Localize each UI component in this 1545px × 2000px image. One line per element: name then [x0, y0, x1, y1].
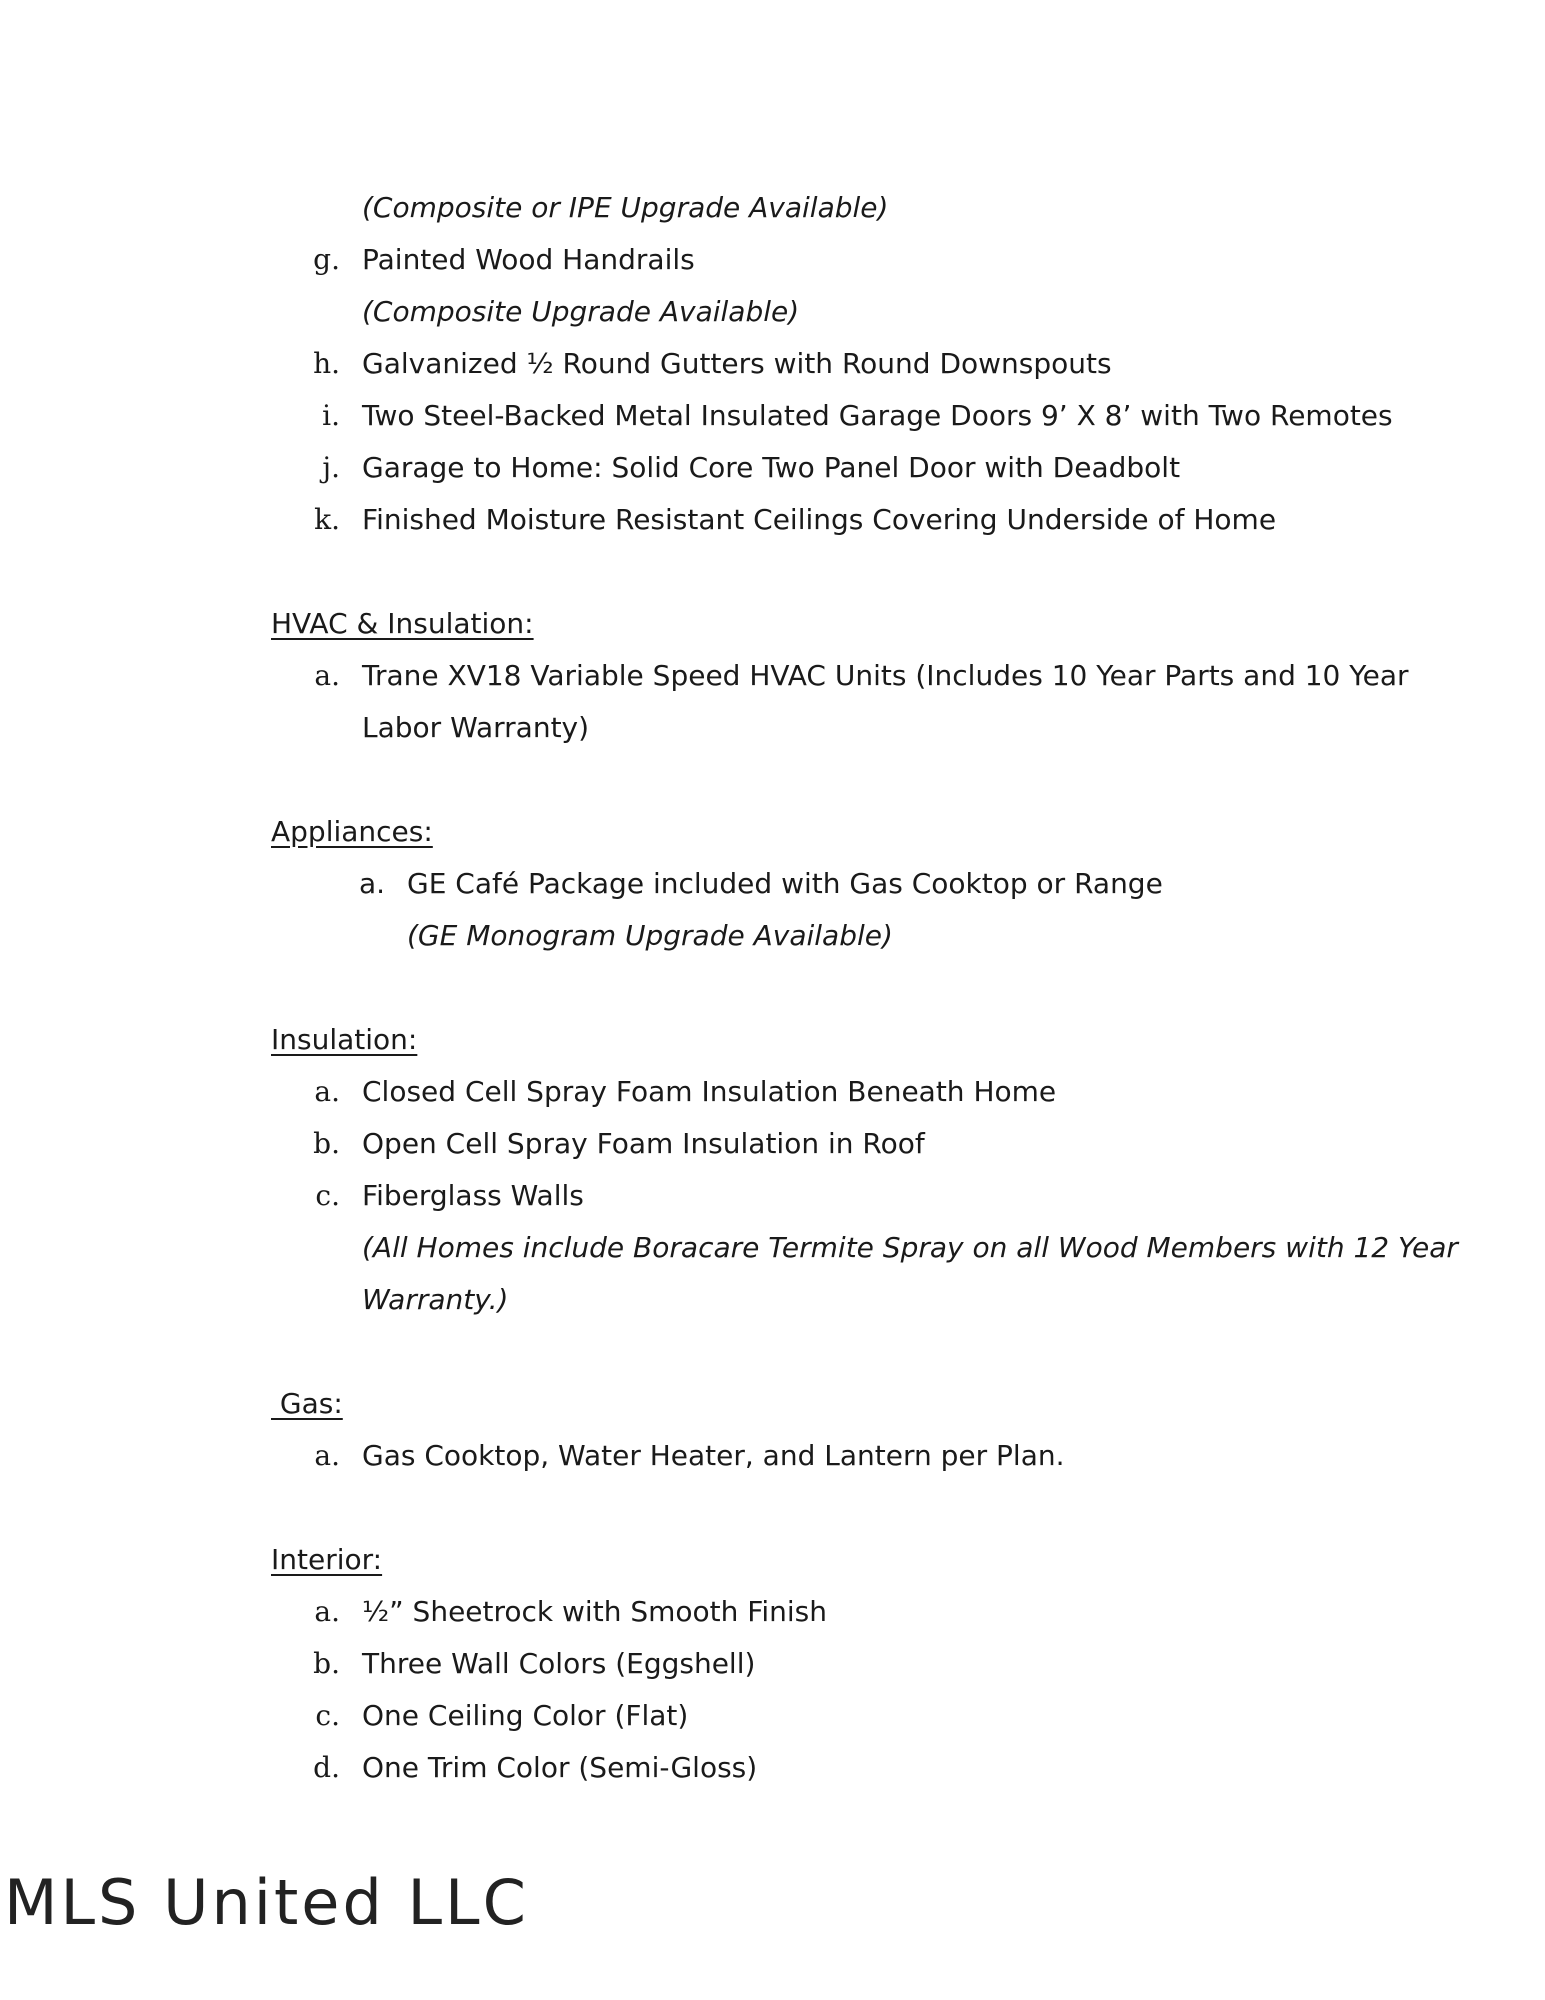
list-marker: c.: [315, 1179, 340, 1212]
list-marker: g.: [313, 243, 340, 276]
list-marker: b.: [313, 1127, 340, 1160]
list-item: Three Wall Colors (Eggshell): [362, 1647, 756, 1680]
section-heading-hvac: HVAC & Insulation:: [271, 607, 534, 640]
upgrade-note: (Composite Upgrade Available): [362, 295, 800, 328]
list-marker: b.: [313, 1647, 340, 1680]
list-marker: a.: [358, 867, 385, 900]
list-item: Gas Cooktop, Water Heater, and Lantern per Plan.: [362, 1439, 1065, 1472]
list-item: Painted Wood Handrails: [362, 243, 695, 276]
list-item: Open Cell Spray Foam Insulation in Roof: [362, 1127, 925, 1160]
list-item: One Ceiling Color (Flat): [362, 1699, 689, 1732]
list-item: Closed Cell Spray Foam Insulation Beneath Home: [362, 1075, 1057, 1108]
list-item: Fiberglass Walls: [362, 1179, 584, 1212]
section-heading-insulation: Insulation:: [271, 1023, 418, 1056]
list-marker: i.: [322, 399, 340, 432]
list-item: One Trim Color (Semi-Gloss): [362, 1751, 758, 1784]
list-marker: a.: [314, 1595, 340, 1628]
list-item: Garage to Home: Solid Core Two Panel Door with Deadbolt: [362, 451, 1181, 484]
list-marker: a.: [314, 1439, 340, 1472]
list-item: Two Steel-Backed Metal Insulated Garage Doors 9’ X 8’ with Two Remotes: [362, 399, 1393, 432]
list-marker: c.: [315, 1699, 340, 1732]
list-marker: h.: [313, 347, 340, 380]
section-heading-gas: Gas:: [271, 1387, 343, 1420]
watermark: MLS United LLC: [4, 1866, 529, 1939]
list-marker: a.: [314, 659, 340, 692]
warranty-note: (All Homes include Boracare Termite Spray on all Wood Members with 12 Year: [362, 1231, 1458, 1264]
list-item: Galvanized ½ Round Gutters with Round Downspouts: [362, 347, 1112, 380]
list-marker: k.: [314, 503, 340, 536]
list-item: Trane XV18 Variable Speed HVAC Units (Includes 10 Year Parts and 10 Year: [362, 659, 1409, 692]
list-item: GE Café Package included with Gas Cooktop or Range: [407, 867, 1163, 900]
list-marker: d.: [313, 1751, 340, 1784]
list-marker: j.: [322, 451, 340, 484]
section-heading-interior: Interior:: [271, 1543, 383, 1576]
list-item: Finished Moisture Resistant Ceilings Covering Underside of Home: [362, 503, 1277, 536]
list-item-continuation: Labor Warranty): [362, 711, 590, 744]
upgrade-note: (GE Monogram Upgrade Available): [407, 919, 893, 952]
warranty-note: Warranty.): [362, 1283, 509, 1316]
list-item: ½” Sheetrock with Smooth Finish: [362, 1595, 827, 1628]
section-heading-appliances: Appliances:: [271, 815, 433, 848]
list-marker: a.: [314, 1075, 340, 1108]
upgrade-note: (Composite or IPE Upgrade Available): [362, 191, 889, 224]
